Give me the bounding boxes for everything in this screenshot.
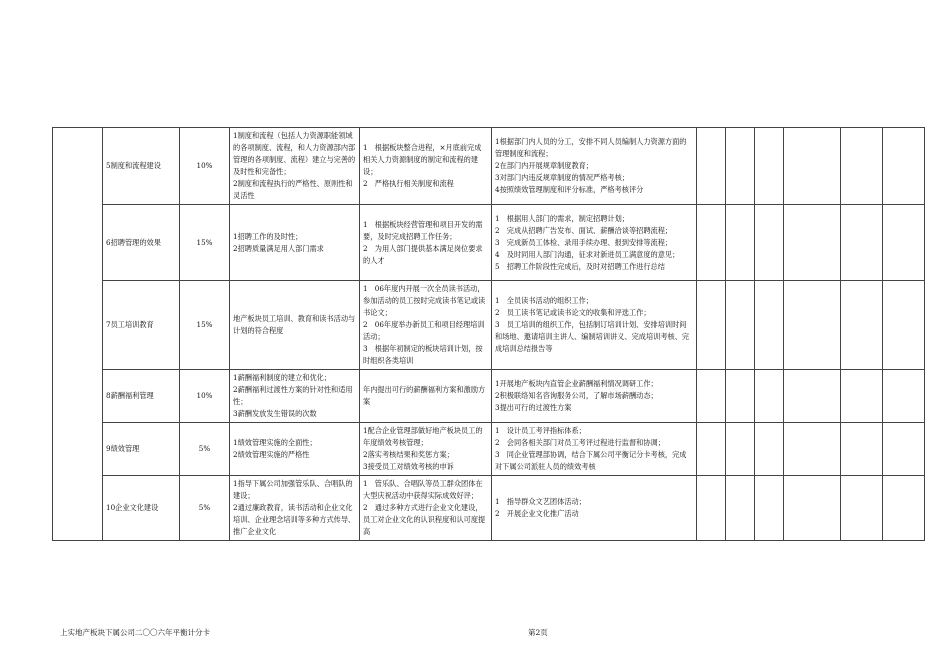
score-cell-2 [726, 370, 755, 423]
remark-cell-1 [841, 423, 883, 476]
indicator-name: 6招聘管理的效果 [103, 205, 180, 281]
measures-line: 2 06年度举办新员工和项目经理培训活动； [363, 320, 485, 341]
remark-cell-1 [841, 281, 883, 370]
measures-line: 1 管乐队、合唱队等员工群众团体在大型庆祝活动中获得实际成效好评； [363, 479, 483, 500]
actions-line: 4 及时同用人部门沟通，征求对新进员工满意度的意见； [495, 249, 680, 259]
actions-line: 2 员工读书笔记或读书论文的收集和评选工作； [495, 308, 651, 317]
actions-line: 1开展地产板块内直管企业薪酬福利情况调研工作； [495, 379, 658, 388]
actions-line: 1 设计员工考评指标体系； [495, 426, 586, 435]
target-line: 2招聘质量满足用人部门需求 [233, 243, 324, 253]
score-cell-1 [697, 370, 726, 423]
measures-line: 2 严格执行相关制度和流程 [363, 179, 454, 188]
remark-cell-1 [841, 128, 883, 205]
remark-cell-1 [841, 205, 883, 281]
score-cell-4 [784, 423, 841, 476]
page-number: 第2页 [528, 628, 548, 637]
score-cell-4 [784, 128, 841, 205]
remark-cell-1 [841, 370, 883, 423]
actions-line: 3 完成新员工体检、录用手续办理、报到安排等流程； [495, 237, 673, 247]
measures-cell [360, 476, 492, 541]
target-cell [230, 423, 360, 476]
actions-line: 5 招聘工作阶段性完成后，及时对招聘工作进行总结 [495, 261, 665, 271]
target-line: 1绩效管理实施的全面性； [233, 438, 317, 447]
scorecard-row [53, 281, 925, 370]
weight: 10% [180, 370, 230, 423]
weight: 5% [180, 423, 230, 476]
actions-line: 1 全员读书活动的组织工作； [495, 296, 594, 305]
measures-line: 1 根据板块整合进程，×月底前完成相关人力资源制度的制定和流程的建设； [363, 143, 482, 176]
measures-line: 2落实考核结果和奖惩方案； [363, 450, 454, 459]
indicator-name: 7员工培训教育 [103, 281, 180, 370]
measures-line: 1 06年度内开展一次全员读书活动，参加活动的员工按时完成读书笔记或读书论文； [363, 284, 486, 317]
actions-line: 2 完成从招聘广告发布、面试、薪酬洽谈等招聘流程； [495, 225, 673, 235]
measures-cell [360, 128, 492, 205]
perspective-cell [53, 128, 103, 541]
actions-line: 3 同企业管理部协调，结合下属公司平衡记分卡考核，完成对下属公司派驻人员的绩效考核 [495, 450, 687, 471]
remark-cell-2 [883, 423, 925, 476]
target-line: 3薪酬发放发生错误的次数 [233, 409, 317, 418]
measures-line: 1 根据板块经营管理和项目开发的需要，及时完成招聘工作任务； [363, 219, 483, 241]
scorecard-row [53, 423, 925, 476]
score-cell-1 [697, 281, 726, 370]
indicator-name: 10企业文化建设 [103, 476, 180, 541]
score-cell-3 [755, 281, 784, 370]
target-cell [230, 205, 360, 281]
actions-line: 3提出可行的过渡性方案 [495, 403, 572, 412]
score-cell-2 [726, 205, 755, 281]
score-cell-3 [755, 423, 784, 476]
score-cell-1 [697, 476, 726, 541]
target-line: 2绩效管理实施的严格性 [233, 450, 310, 459]
score-cell-2 [726, 128, 755, 205]
target-line: 2通过廉政教育，读书活动和企业文化培训、企业理念培训等多种方式传导、推广企业文化 [233, 503, 356, 536]
remark-cell-1 [841, 476, 883, 541]
measures-line: 2 通过多种方式进行企业文化建设，员工对企业文化的认识程度和认可度提高 [363, 503, 486, 536]
measures-line: 2 为用人部门提供基本满足岗位要求的人才 [363, 243, 483, 265]
actions-cell [492, 370, 697, 423]
actions-line: 3对部门内违反规章制度的情况严格考核； [495, 173, 629, 182]
scorecard-row [53, 476, 925, 541]
actions-line: 2在部门内开展规章制度教育； [495, 161, 594, 170]
measures-line: 3 根据年初制定的板块培训计划，按时组织各类培训 [363, 344, 483, 365]
actions-cell [492, 423, 697, 476]
remark-cell-2 [883, 205, 925, 281]
footer-title: 上实地产板块下属公司二〇〇六年平衡计分卡 [60, 628, 210, 637]
score-cell-3 [755, 128, 784, 205]
score-cell-4 [784, 370, 841, 423]
measures-cell [360, 423, 492, 476]
actions-cell [492, 476, 697, 541]
target-line: 1指导下属公司加强管乐队、合唱队的建设； [233, 479, 353, 500]
indicator-name: 5制度和流程建设 [103, 128, 180, 205]
weight: 10% [180, 128, 230, 205]
remark-cell-2 [883, 128, 925, 205]
remark-cell-2 [883, 370, 925, 423]
actions-line: 4按照绩效管理制度和评分标准，严格考核评分 [495, 185, 644, 194]
target-line: 1招聘工作的及时性； [233, 231, 303, 241]
score-cell-2 [726, 423, 755, 476]
weight: 5% [180, 476, 230, 541]
measures-line: 3接受员工对绩效考核的申诉 [363, 462, 454, 471]
score-cell-3 [755, 205, 784, 281]
scorecard-row [53, 205, 925, 281]
actions-line: 2积极联络知名咨询服务公司，了解市场薪酬动态； [495, 391, 658, 400]
actions-line: 2 会同各相关部门对员工考评过程进行监督和协调； [495, 438, 665, 447]
measures-cell [360, 281, 492, 370]
weight: 15% [180, 205, 230, 281]
actions-cell [492, 281, 697, 370]
target-line: 地产板块员工培训、教育和读书活动与计划的符合程度 [233, 314, 356, 335]
actions-line: 1 指导群众文艺团体活动； [495, 497, 586, 506]
scorecard-table [52, 127, 925, 541]
indicator-name: 9绩效管理 [103, 423, 180, 476]
score-cell-1 [697, 128, 726, 205]
target-line: 1薪酬福利制度的建立和优化； [233, 373, 332, 382]
target-cell [230, 370, 360, 423]
weight: 15% [180, 281, 230, 370]
score-cell-1 [697, 205, 726, 281]
target-line: 1制度和流程（包括人力资源职能领域的各项制度、流程，和人力资源部内部管理的各项制度、流程）建立与完善的及时性和完备性； [233, 131, 356, 176]
score-cell-4 [784, 281, 841, 370]
actions-line: 1 根据用人部门的需求，制定招聘计划； [495, 213, 629, 223]
actions-line: 3 员工培训的组织工作，包括制订培训计划、安排培训时间和场地、邀请培训主讲人、编制培训讲义、完成培训考核、完成培训总结报告等 [495, 320, 690, 353]
score-cell-2 [726, 281, 755, 370]
score-cell-4 [784, 205, 841, 281]
actions-line: 1根据部门内人员的分工，安排不同人员编制人力资源方面的管理制度和流程； [495, 137, 687, 158]
target-line: 2制度和流程执行的严格性、原则性和灵活性 [233, 179, 353, 200]
remark-cell-2 [883, 281, 925, 370]
measures-cell [360, 205, 492, 281]
actions-cell [492, 128, 697, 205]
actions-line: 2 开展企业文化推广活动 [495, 509, 579, 518]
indicator-name: 8薪酬福利管理 [103, 370, 180, 423]
measures-line: 年内提出可行的薪酬福利方案和激励方案 [363, 385, 486, 406]
scorecard-row [53, 370, 925, 423]
target-line: 2薪酬福利过渡性方案的针对性和适用性； [233, 385, 353, 406]
score-cell-4 [784, 476, 841, 541]
score-cell-3 [755, 476, 784, 541]
score-cell-1 [697, 423, 726, 476]
remark-cell-2 [883, 476, 925, 541]
target-cell [230, 128, 360, 205]
measures-line: 1配合企业管理部做好地产板块员工的年度绩效考核管理； [363, 426, 483, 447]
target-cell [230, 281, 360, 370]
score-cell-3 [755, 370, 784, 423]
actions-cell [492, 205, 697, 281]
measures-cell [360, 370, 492, 423]
target-cell [230, 476, 360, 541]
scorecard-row [53, 128, 925, 205]
score-cell-2 [726, 476, 755, 541]
